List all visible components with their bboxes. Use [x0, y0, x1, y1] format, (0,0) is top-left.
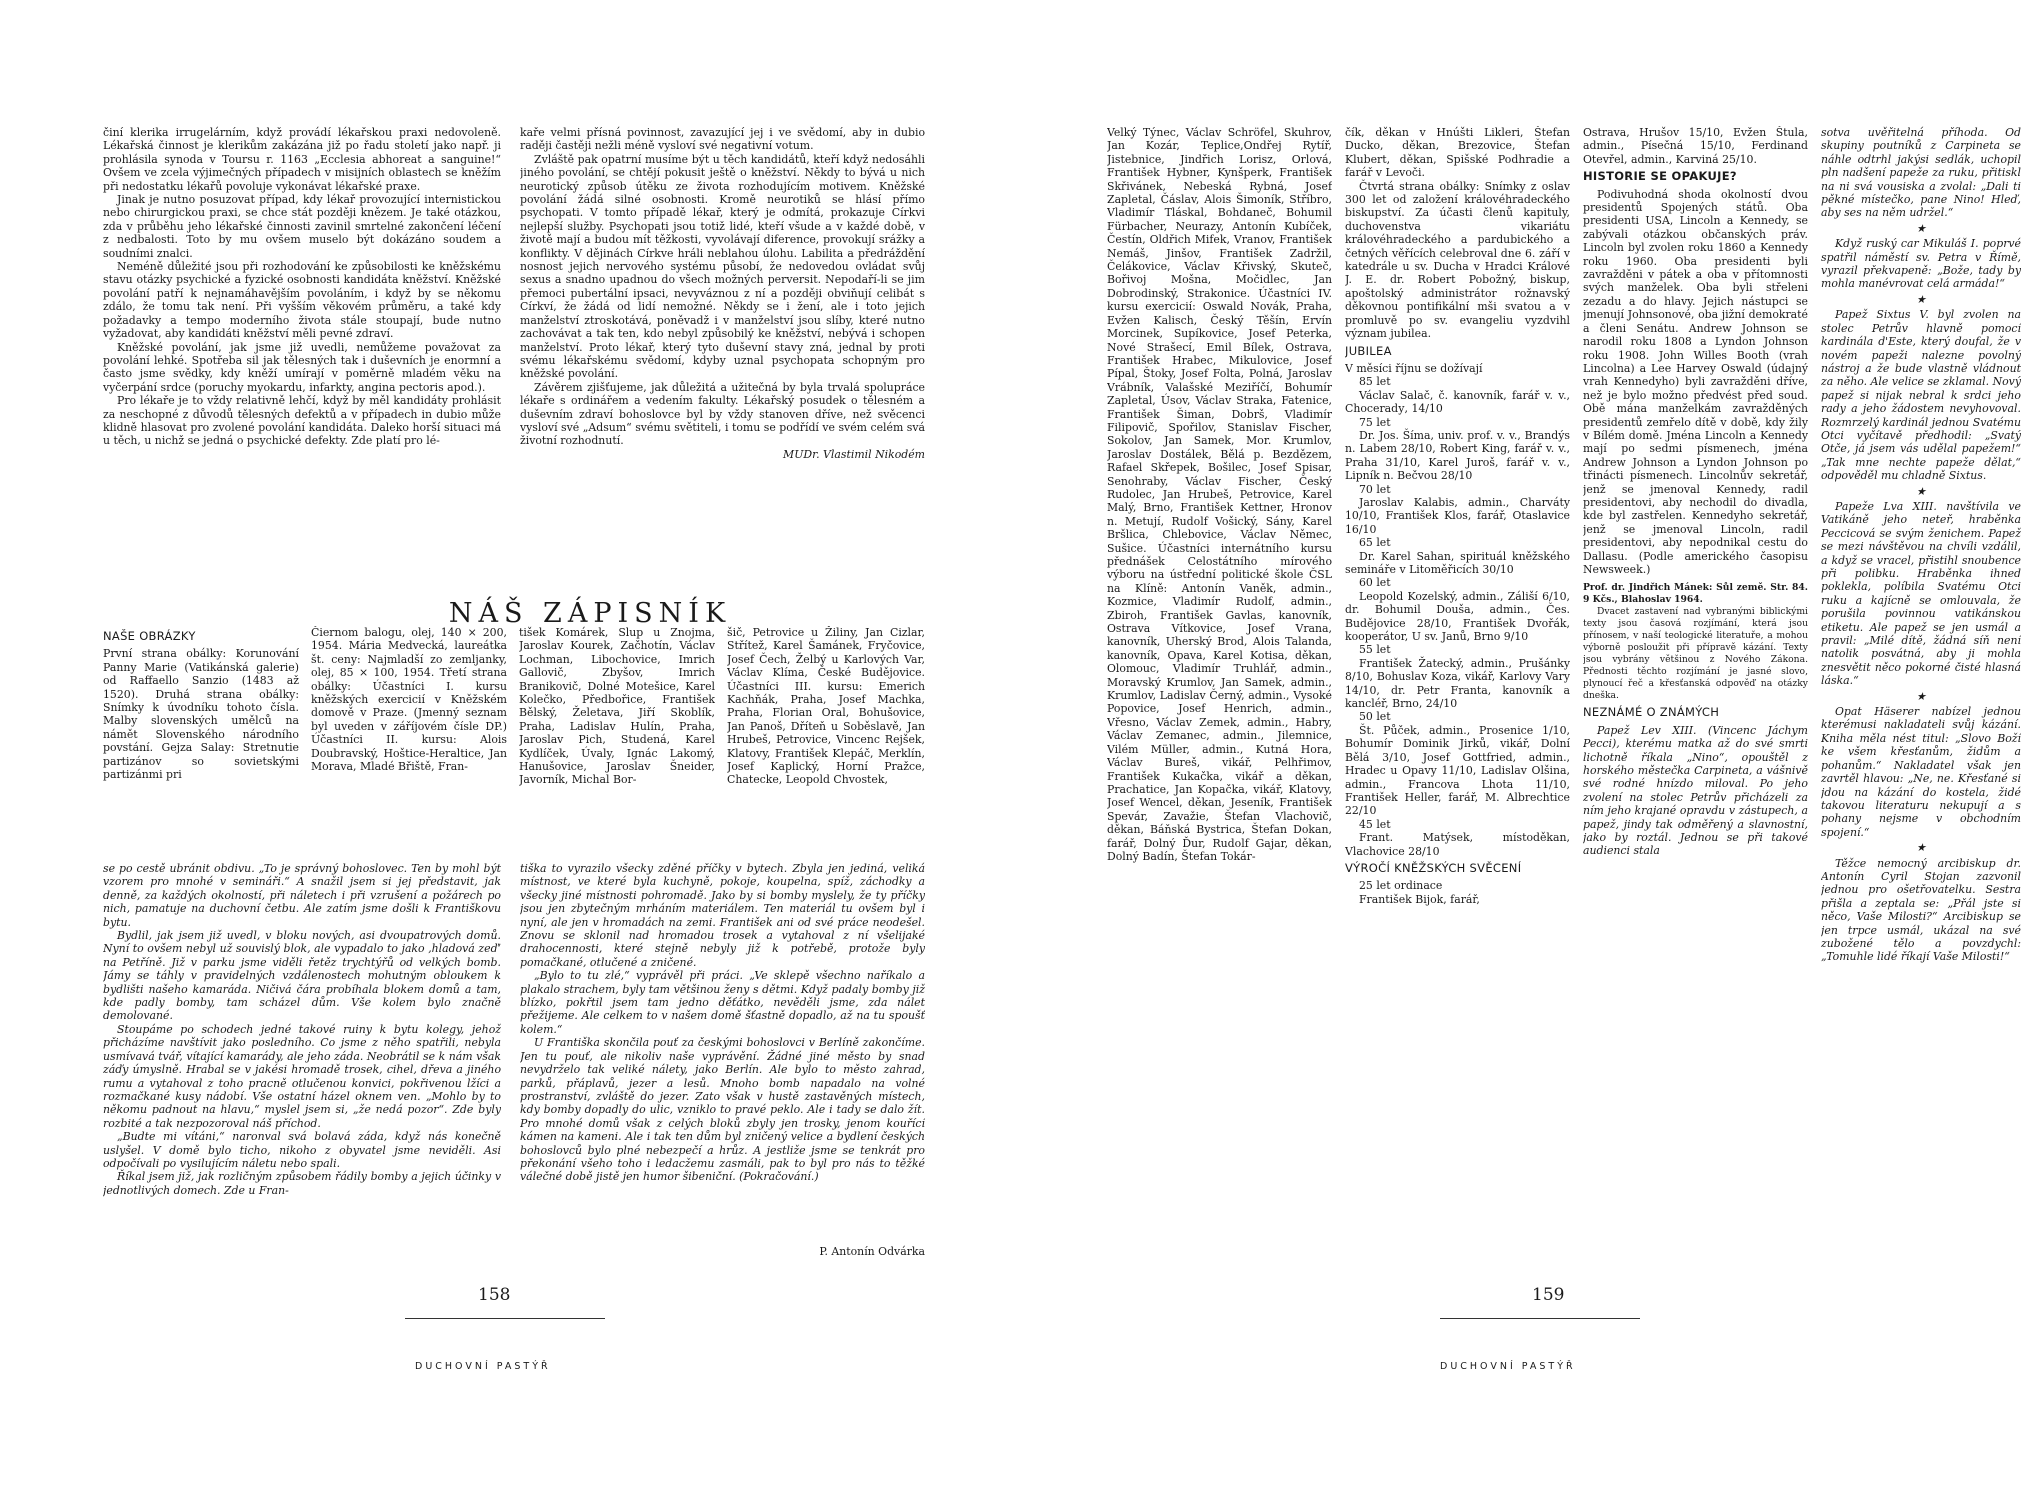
paragraph: činí klerika irrugelárním, když provádí lékařskou praxi nedovoleně. Lékařská činnost je klerikům zakázána již po řadu století jako např. ji prohlásila synoda v Toursu r. 1163 „Ecclesia abhoreat a sanguine!“ Ovšem ve zcela výjimečných případech v misijních oblastech se kněžím při nedostatku lékařů povoluje vykonávat lékařské praxe. [103, 126, 501, 193]
age-label: 85 let [1359, 375, 1391, 389]
age-label: 70 let [1359, 482, 1391, 496]
paragraph: Závěrem zjišťujeme, jak důležitá a užitečná by byla trvalá spolupráce lékaře s ordinářem a vedením fakulty. Lékařský posudek o tělesném a duševním zdraví bohoslovce byl by vždy stanoven dříve, než svěcenci vysloví své „Adsum“ svému světiteli, i tomu se podřídí ve svém celém svá životní rozhodnutí. [520, 380, 925, 448]
paragraph: Zvláště pak opatrní musíme být u těch kandidátů, kteří když nedosáhli jiného povolání, se chtějí pokusit ještě o kněžství. Někdy to bývá u nich neurotický způsob útěku ze života rozhodujícím motivem. Kněžské povolání žádá silné osobnosti. Kromě neurotiků se hlásí přímo psychopati. V tomto případě lékař, který je odmítá, prokazuje Církvi nejlepší služby. Psychopati jsou totiž lidé, kteří všude a v každé době, v životě mají a budou mít těžkosti, vyvolávají diference, provokují srážky a konflikty. V dějinách Církve hráli neblahou úlohu. Labilita a předráždění nosnost jejich nervového systému působí, že nedovedou ovládat svůj sexus a snadno upadnou do všech možných perversit. Nepodaří-li se jim přemoci pubertální ipsaci, nevyváznou z ní a později obviňují celibát s Církví, že žádá od lidí nemožné. Někdy se i žení, ale i toto jejich manželství ztroskotává, poněvadž i v manželství jsou slíby, které nutno zachovávat a tak ten, kdo nebyl způsobilý ke kněžství, nebývá i schopen manželství. Proto lékař, který tyto duševní stavy zná, jednal by proti svému lékařskému svědomí, kdyby uznal psychopata schopným pro kněžské povolání. [520, 152, 925, 381]
book-review: Dvacet zastavení nad vybranými biblickými texty jsou časová rozjímání, která jsou přínosem, v naší teologické literatuře, a mohou výborně posloužit při přípravě kázání. Texty jsou vybrány většinou z Nového Zákona. Přednosti těchto rozjímání je jasné slovo, plynoucí řeč a křesťanská odpověď na otázky dneška. [1583, 606, 1808, 702]
paragraph: tišek Komárek, Slup u Znojma, Jaroslav Kourek, Začhotín, Václav Lochman, Libochovice, Imrich Gallovič, Zbyšov, Imrich Branikovič, Dolné Motešice, Karel Kolečko, Předbořice, František Bělský, Želetava, Jiří Skoblík, Praha, Ladislav Hulín, Praha, Jaroslav Pich, Studená, Karel Kydlíček, Úvaly, Ignác Lakomý, Hanušovice, Jaroslav Šneider, Javorník, Michal Bor- [519, 626, 715, 787]
obrazky-col2 [311, 626, 507, 838]
paragraph: sotva uvěřitelná příhoda. Od skupiny poutníků z Carpineta se náhle odtrhl jakýsi sedlák, uchopil pln nadšení papeže za ruku, přitiskl na ni svá vousiska a zvolal: „Dali ti pěkné místečko, pane Nino! Hleď, aby ses na něm udržel.“ [1821, 126, 2021, 220]
right-col4 [1821, 126, 2021, 1261]
vyroci-heading: VÝROČÍ KNĚŽSKÝCH SVĚCENÍ [1345, 860, 1522, 875]
footer-title: DUCHOVNÍ PASTÝŘ [415, 1361, 551, 1372]
paragraph: Dr. Jos. Šíma, univ. prof. v. v., Brandýs n. Labem 28/10, Robert King, farář v. v., Praha 31/10, Karel Juroš, farář v. v., Lipník n. Bečvou 28/10 [1345, 428, 1570, 483]
paragraph: tiška to vyrazilo všecky zděné příčky v bytech. Zbyla jen jediná, veliká místnost, ve které byla kuchyně, pokoje, koupelna, spíž, záchodky a všecky jiné místnosti pohromadě. Jako by si bomby myslely, že ty příčky jsou jen zbytečným mrháním materiálem. Ten materiál tu ovšem byl i nyní, ale jen v hromadách na zemi. František ani od své práce neodešel. Znovu se sklonil nad hromadou trosek a vytahoval z ní všelijaké drahocennosti, které stejně nebyly již k potřebě, protože byly pomačkané, otlučené a zničené. [520, 862, 925, 969]
story-col1 [103, 862, 501, 1244]
obrazky-col1 [103, 626, 299, 838]
obrazky-heading: NAŠE OBRÁZKY [103, 629, 196, 643]
paragraph: Jaroslav Kalabis, admin., Charváty 10/10, František Klos, farář, Otaslavice 16/10 [1345, 495, 1570, 536]
nezname-heading: NEZNÁMÉ O ZNÁMÝCH [1583, 705, 1720, 720]
age-label: 50 let [1359, 710, 1391, 724]
star-separator: ★ [1916, 689, 1926, 703]
paragraph: Václav Salač, č. kanovník, farář v. v., Choceradу, 14/10 [1345, 388, 1570, 416]
jubilea-heading: JUBILEA [1345, 343, 1392, 358]
age-label: 55 let [1359, 643, 1391, 657]
paragraph: Opat Häserer nabízel jednou kterémusi nakladateli svůj kázání. Kniha měla nést titul: „Slovo Boží ke všem křesťanům, židům a pohanům.“ Nakladatel však jen zavrtěl hlavou: „Ne, ne. Křesťané si jdou na kázání do kostela, židé takovou literaturu nekupují a s pohany nejsme v obchodním spojení.“ [1821, 705, 2021, 839]
paragraph: Těžce nemocný arcibiskup dr. Antonín Cyril Stojan zazvonil jednou pro ošetřovatelku. Sestra přišla a zeptala se: „Přál jste si něco, Vaše Milosti?“ Arcibiskup se jen trpce usmál, ukázal na své zubožené tělo a povzdychl: „Tomuhle lidé říkají Vaše Milosti!“ [1821, 856, 2021, 964]
footer-title: DUCHOVNÍ PASTÝŘ [1440, 1361, 1576, 1372]
footer-rule [1440, 1318, 1640, 1319]
star-separator: ★ [1916, 841, 1926, 855]
paragraph: Frant. Matýsek, místoděkan, Vlachovice 28/10 [1345, 831, 1570, 858]
paragraph: Velký Týnec, Václav Schröfel, Skuhrov, Jan Kozár, Teplice,Ondřej Rytíř, Jistebnice, Jindřich Lorisz, Orlová, František Hybner, Kynšperk, František Skřivánek, Nebeská Rybná, Josef Zapletal, Čáslav, Alois Šimoník, Stříbro, Vladimír Tláskal, Bohdaneč, Bohumil Fürbacher, Neurazy, Antonín Kubíček, Čestín, Oldřich Mifek, Vranov, František Nemáš, Jinšov, František Zadržil, Čelákovice, Václav Křivský, Skuteč, Bořivoj Mošna, Močidlec, Jan Dobrodinský, Strakonice. Účastníci IV. kursu exercicií: Oswald Novák, Praha, Evžen Kalisch, Český Těšín, Ervín Morcinek, Supíkovice, Josef Peterka, Nové Strašecí, Emil Bílek, Ostrava, František Hrabec, Mikulovice, Josef Pípal, Štoky, Josef Folta, Polná, Jaroslav Vrábník, Valašské Meziříčí, Bohumír Zapletal, Úsov, Václav Straka, Fatenice, František Šiman, Dobrš, Vladimír Filipovič, Spořilov, Stanislav Fischer, Sokolov, Jan Samek, Mor. Krumlov, Jaroslav Dostálek, Bělá p. Bezdězem, Rafael Skřepek, Bošilec, Josef Spisar, Senohraby, Václav Fischer, Český Rudolec, Jan Hrubeš, Petrovice, Karel Malý, Brno, František Kettner, Hronov n. Metují, Rudolf Vošický, Sány, Karel Bršlica, Chlebovice, Václav Němec, Sušice. Účastníci internátního kursu přednášek Celostátního mírového výboru na ústřední politické škole ČSL na Klíně: Antonín Vaněk, admin., Kozmice, Vladimír Rudolf, admin., Zbiroh, František Gavlas, kanovník, Ostrava Vítkovice, Josef Vrana, kanovník, Uherský Brod, Alois Talanda, kanovník, Opava, Karel Kotisa, děkan, Olomouc, Vladimír Truhlář, admin., Moravský Krumlov, Jan Samek, admin., Krumlov, Ladislav Černý, admin., Vysoké Popovice, Josef Henrich, admin., Vřesno, Václav Zemek, admin., Habry, Václav Zemanec, admin., Jilemnice, Vilém Müller, admin., Kutná Hora, Václav Bureš, vikář, Pelhřimov, František Kukačka, vikář a děkan, Prachatice, Jan Kopačka, vikář, Klatovy, Josef Wencel, děkan, Jeseník, František Spevár, Zavažie, Štefan Vlachovič, děkan, Báňská Bystrica, Štefan Dokan, farář, Dolný Ďur, Rudolf Gajar, děkan, Dolný Badín, Štefan Tokár- [1107, 126, 1332, 863]
age-label: 75 let [1359, 415, 1391, 429]
paragraph: kaře velmi přísná povinnost, zavazující jej i ve svědomí, aby in dubio raději častěji nežli méně vysloví své negativní votum. [520, 126, 925, 153]
author-signature: MUDr. Vlastimil Nikodém [783, 447, 925, 461]
left-col1 [103, 126, 501, 586]
age-label: 60 let [1359, 576, 1391, 590]
paragraph: se po cestě ubránit obdivu. „To je správný bohoslovec. Ten by mohl být vzorem pro mnohé v semináři.“ A snažil jsem si jej představit, jak denně, za každých okolností, při náletech i při vzrušení a požárech po nich, pamatuje na duchovní četbu. Ale zatím jsme došli k Františkovu bytu. [103, 862, 501, 929]
story-col2 [520, 862, 925, 1244]
footer-rule [405, 1318, 605, 1319]
paragraph: „Budte mi vítáni,“ naronval svá bolavá záda, když nás konečně uslyšel. V domě bylo ticho, nikoho z obyvatel jsme neviděli. Asi odpočívali po vysilujícím náletu nebo spali. [103, 1130, 501, 1170]
paragraph: František Žatecký, admin., Prušánky 8/10, Bohuslav Koza, vikář, Karlovy Vary 14/10, dr. Petr Franta, kanovník a kancléř, Brno, 24/10 [1345, 656, 1570, 711]
left-col2 [520, 126, 925, 588]
paragraph: Podivuhodná shoda okolností dvou presidentů Spojených států. Oba presidenti USA, Lincoln a Kennedy, se zabývali otázkou občanských práv. Lincoln byl zvolen roku 1860 a Kennedy roku 1960. Oba presidenti byli zavražděni v pátek a oba v přítomnosti svých manželek. Oba byli střeleni zezadu a do hlavy. Jejich nástupci se jmenují Johnsonové, oba jižní demokraté a členi Senátu. Andrew Johnson se narodil roku 1808 a Lyndon Johnson roku 1908. John Willes Booth (vrah Lincolna) a Lee Harvey Oswald (údajný vrah Kennedyho) byli zavražděni dříve, než je bylo možno předvést před soud. Obě mána manželkám zavražděných presidentů zemřelo dítě v době, kdy žily v Bílém domě. Jména Lincoln a Kennedy mají po sedmi písmenech, jména Andrew Johnson a Lyndon Johnson po třinácti písmenech. Lincolnův sekretář, jenž se jmenoval Kennedy, radil presidentovi, aby nechodil do divadla, kde byl zastřelen. Kennedyho sekretář, jenž se jmenoval Lincoln, radil presidentovi, aby nepodnikal cestu do Dallasu. (Podle amerického časopisu Newsweek.) [1583, 187, 1808, 576]
age-label: 65 let [1359, 536, 1391, 550]
paragraph: Št. Půček, admin., Prosenice 1/10, Bohumír Dominik Jirků, vikář, Dolní Bělá 3/10, Josef Gottfried, admin., Hradec u Opavy 11/10, Ladislav Olšina, admin., Francova Lhota 11/10, František Heller, farář, M. Albrechtice 22/10 [1345, 723, 1570, 818]
obrazky-col3 [519, 626, 715, 838]
paragraph: U Františka skončila pouť za českými bohoslovci v Berlíně zakončíme. Jen tu pouť, ale nikoliv naše vyprávění. Žádné jiné město by snad nevydrželo tak veliké nálety, jako Berlín. Ale bylo to město zahrad, parků, přáplavů, jezer a lesů. Mnoho bomb napadalo na volné prostranství, zvláště do jezer. Zato však v hustě zastavěných místech, kdy bomby dopadly do ulic, vzniklo to pravé peklo. Ale i tady se dalo žít. Pro mnohé domů však z celých bloků zbyly jen trosky, jenom kouřící kámen na kameni. Ale i tak ten dům byl zničený velice a bydlení českých bohoslovců bylo plné nebezpečí a hrůz. A jestliže jsme se tenkrát pro překonání všeho toho i ledacžemu zasmáli, pak to byl pro nás to těžké válečné době jistě jen humor šibeniční. (Pokračování.) [520, 1036, 925, 1184]
paragraph: František Bijok, farář, [1359, 892, 1480, 906]
paragraph: Dr. Karel Sahan, spirituál kněžského semináře v Litoměřicích 30/10 [1345, 549, 1570, 576]
paragraph: Čtvrtá strana obálky: Snímky z oslav 300 let od založení královéhradeckého biskupství. Za účasti členů kapituly, duchovenstva vikariátu královéhradeckého a pardubického a četných věřících celebroval dne 6. září v katedrále u sv. Ducha v Hradci Králové J. E. dr. Robert Pobožný, biskup, apoštolský administrátor rožnavský děkovnou pontifikální mši svatou a v promluvě po sv. evangeliu vyzdvihl význam jubilea. [1345, 179, 1570, 341]
paragraph: Papež Sixtus V. byl zvolen na stolec Petrův hlavně pomocí kardinála d'Este, který doufal, že v novém papeži nalezne povolný nástroj a že bude vlastně vládnout za něho. Ale velice se zklamal. Nový papež si nijak nebral k srdci jeho rady a jeho žádostem nevyhovoval. Rozmrzelý kardinál jednou Svatému Otci vyčítavě předhodil: „Svatý Otče, já jsem vás udělal papežem!“ „Tak mne nechte papeže dělat,“ odpověděl mu chladně Sixtus. [1821, 308, 2021, 483]
paragraph: Říkal jsem již, jak rozličným způsobem řádily bomby a jejich účinky v jednotlivých domech. Zde u Fran- [103, 1170, 501, 1197]
paragraph: Stoupáme po schodech jedné takové ruiny k bytu kolegy, jehož přicházíme navštívit jako posledního. Co jsme z něho spatřili, nebyla usmívavá tvář, vítající kamarády, ale jeho záda. Neobrátil se k nám však záďy úmyslně. Hrabal se v jakési hromadě trosek, cihel, dřeva a jiného rumu a vytahoval z toho pracně otlučenou konvici, pokřivenou lžíci a rozmačkané kusy nádobí. Vše ostatní házel oknem ven. „Mohlo by to někomu padnout na hlavu,“ myslel jsem si, „že nedá pozor“. Zde byly rozbité a tak nezpozoroval náš příchod. [103, 1022, 501, 1130]
paragraph: Když ruský car Mikuláš I. poprvé spatřil náměstí sv. Petra v Římě, vyrazil překvapeně: „Bože, tady by mohla manévrovat celá armáda!“ [1821, 237, 2021, 291]
right-col3 [1583, 126, 1808, 1261]
paragraph: Ostrava, Hrušov 15/10, Evžen Štula, admin., Písečná 15/10, Ferdinand Otevřel, admin., Karviná 25/10. [1583, 126, 1808, 166]
paragraph: Kněžské povolání, jak jsme již uvedli, nemůžeme považovat za povolání lehké. Spotřeba sil jak tělesných tak i duševních je enormní a často jsme svědky, kdy kněží umírají v poměrně mladém věku na vyčerpání srdce (poruchy myokardu, infarkty, angina pectoris apod.). [103, 340, 501, 394]
paragraph: čík, děkan v Hnúšti Likleri, Štefan Ducko, děkan, Brezovice, Štefan Klubert, děkan, Spišské Podhradie a farář v Levoči. [1345, 126, 1570, 180]
section-title: NÁŠ ZÁPISNÍK [448, 598, 732, 629]
paragraph: Leopold Kozelský, admin., Záliší 6/10, dr. Bohumil Douša, admin., Čes. Budějovice 28/10, František Dvořák, kooperátor, U sv. Janů, Brno 9/10 [1345, 589, 1570, 644]
text-line: V měsíci říjnu se dožívají [1345, 361, 1483, 375]
paragraph: šič, Petrovice u Žiliny, Jan Cizlar, Střítež, Karel Šamánek, Fryčovice, Josef Čech, Želbý u Karlových Var, Václav Klíma, České Budějovice. Účastníci III. kursu: Emerich Kachňák, Praha, Josef Machka, Praha, Florian Oral, Bohušovice, Jan Panoš, Dříteň u Soběslavě, Jan Hrubeš, Petrovice, Vincenc Rejšek, Klatovy, František Klepáč, Merklín, Josef Kaplický, Horní Pražce, Chatecke, Leopold Chvostek, [727, 626, 925, 787]
paragraph: První strana obálky: Korunování Panny Marie (Vatikánská galerie) od Raffaello Sanzio (1483 až 1520). Druhá strana obálky: Snímky k úvodníku tohoto čísla. Malby slovenských umělců na námět Slovenského národního povstání. Gejza Salay: Stretnutie partizánov so sovietskými partizánmi pri [103, 647, 299, 782]
obrazky-col4 [727, 626, 925, 838]
paragraph: Jinak je nutno posuzovat případ, kdy lékař provozující internistickou nebo chirurgickou praxi, se chce stát později knězem. Je také otázkou, zda v průběhu jeho lékařské činnosti zavinil smrtelné zakončení léčení z nedbalosti. Toto by mu ovšem muselo být dokázáno soudem a soudními znalci. [103, 193, 501, 260]
right-col1 [1107, 126, 1332, 1261]
right-col2 [1345, 126, 1570, 1261]
historie-heading: HISTORIE SE OPAKUJE? [1583, 169, 1737, 184]
book-citation: Prof. dr. Jindřich Mánek: Sůl země. Str. 84. 9 Kčs., Blahoslav 1964. [1583, 582, 1808, 606]
star-separator: ★ [1916, 292, 1926, 306]
paragraph: Bydlil, jak jsem již uvedl, v bloku nových, asi dvoupatrových domů. Nyní to ovšem nebyl už souvislý blok, ale vypadalo to jako ‚hladová zeď‘ na Petříně. Již v parku jsme viděli řetěz trychtýřů od velkých bomb. Jámy se táhly v pravidelných vzdálenostech mohutným obloukem k bydlišti našeho kamaráda. Ničivá čára probíhala blokem domů a tam, kde padly bomby, tam scházel dům. Vše kolem bylo značně demolované. [103, 929, 501, 1023]
age-label: 45 let [1359, 817, 1391, 831]
paragraph: Čiernom balogu, olej, 140 × 200, 1954. Mária Medvecká, laureátka št. ceny: Najmladší zo zemljanky, olej, 85 × 100, 1954. Třetí strana obálky: Účastníci I. kursu kněžských exercicií v Kněžském domově v Praze. (Jmenný seznam byl uveden v záříjovém čísle DP.) Účastníci II. kursu: Alois Doubravský, Hoštice-Heraltice, Jan Morava, Mladé Břiště, Fran- [311, 626, 507, 774]
text-line: 25 let ordinace [1359, 879, 1443, 893]
paragraph: Papeže Lva XIII. navštívila ve Vatikáně jeho neteř, hraběnka Peccicová se svým ženichem. Papež se mezi návštěvou na chvíli vzdálil, a když se vracel, přistihl snoubence při polibku. Hraběnka ihned poklekla, políbila Svatému Otci ruku a kajícně se omlouvala, že porušila povinnou vatikánskou etiketu. Ale papež se jen usmál a pravil: „Milé dítě, žádná síň není natolik posvátná, aby ji mohla znesvětit něco pokorné čisté hlasná láska.“ [1821, 499, 2021, 688]
paragraph: Papež Lev XIII. (Vincenc Jáchym Pecci), kterému matka až do své smrti lichotně říkala „Nino“, opouštěl z horského městečka Carpineta, a vášnivě své rodné hnízdo miloval. Po jeho zvolení na stolec Petrův přicházeli za ním jeho krajané opravdu v zástupech, a papež, jindy tak odměřený a slavnostní, jako by roztál. Jednou se při takové audienci stala [1583, 723, 1808, 858]
story-signature: P. Antonín Odvárka [819, 1245, 925, 1258]
star-separator: ★ [1916, 221, 1926, 235]
paragraph: „Bylo to tu zlé,“ vyprávěl při práci. „Ve sklepě všechno naříkalo a plakalo strachem, byly tam většinou ženy s dětmi. Když padaly bomby již blízko, pokřtil jsem tam jedno děťátko, nevěděli jsme, zda nálet přežijeme. Ale celkem to v našem domě šťastně dopadlo, až na tu spoušť kolem.“ [520, 969, 925, 1036]
page-number: 159 [1532, 1285, 1565, 1305]
page-number: 158 [478, 1285, 511, 1305]
paragraph: Pro lékaře je to vždy relativně lehčí, když by měl kandidáty prohlásit za neschopné z důvodů tělesných defektů a v případech in dubio může klidně hlasovat pro zvolené povolání kandidáta. Daleko horší situaci má u těch, u nichž se jedná o psychické defekty. Zde platí pro lé- [103, 394, 501, 448]
star-separator: ★ [1916, 484, 1926, 498]
paragraph: Neméně důležité jsou při rozhodování ke způsobilosti ke kněžskému stavu otázky psychické a fyzické osobnosti kandidáta kněžství. Kněžské povolání patří k nejnamáhavějším povoláním, i když by se někomu zdálo, že tomu tak není. Při vyšším věkovém průměru, a také kdy požadavky a tempo moderního života stále stoupají, bude nutno vyžadovat, aby kandidáti kněžství měli pevné zdraví. [103, 260, 501, 341]
